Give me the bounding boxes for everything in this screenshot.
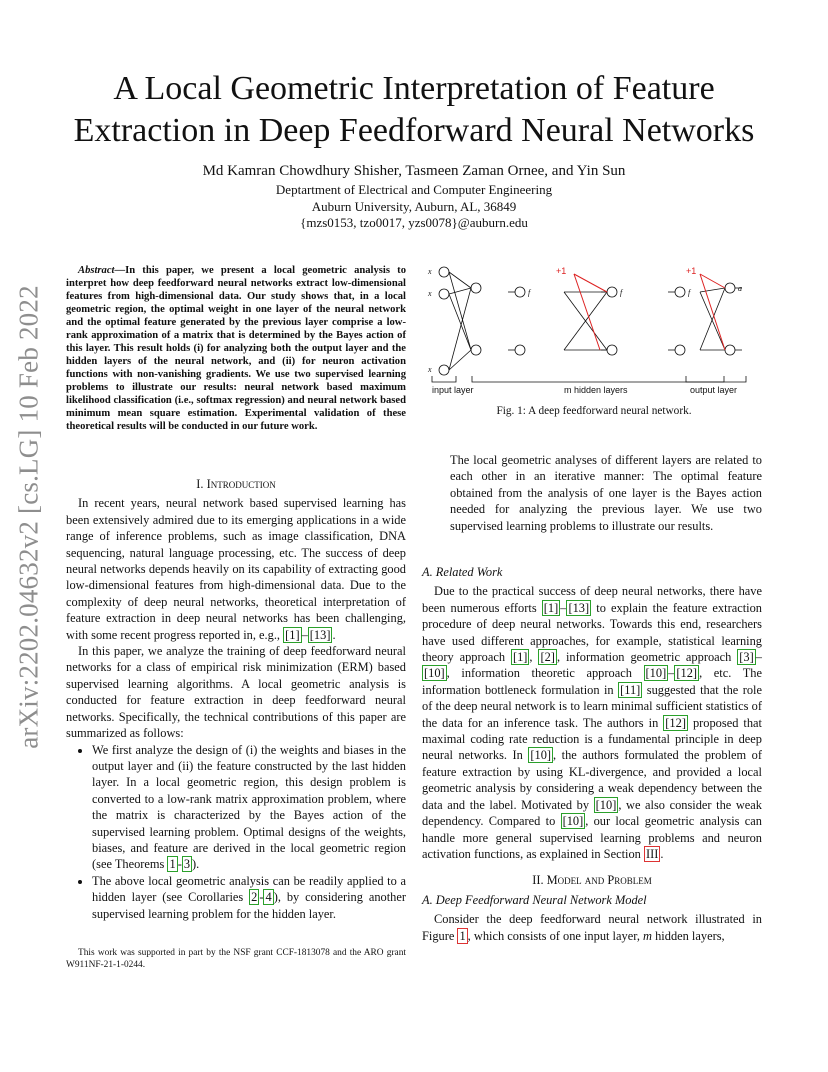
related-text: , we also consider the weak dependency. Compared to [422, 797, 762, 829]
hidden-node [675, 345, 685, 355]
citation-link[interactable]: [1] [543, 600, 559, 615]
input-x-label: x [428, 267, 432, 276]
list-item [92, 873, 406, 922]
abstract-label: Abstract [78, 265, 115, 276]
output-layer-label: output layer [690, 385, 738, 395]
title-line-1: A Local Geometric Interpretation of Feature [113, 70, 715, 107]
citation-link[interactable]: [13] [568, 600, 590, 615]
intro-continuation: The local geometric analyses of different layers are related to each other in an iterative manner: The optimal feature obtained from the analysis of one layer is the Bayes action needed for analyzing the previous layer. We use two supervised learning problems to illustrate our results. [450, 453, 762, 533]
input-x-label: x [428, 365, 432, 374]
right-column-top [422, 452, 762, 534]
theorem-link[interactable]: 1 [169, 857, 176, 872]
section-1-heading: I. Introduction [196, 477, 276, 491]
period: . [332, 627, 336, 642]
hidden-node [607, 287, 617, 297]
hidden-node [471, 283, 481, 293]
dash: – [755, 650, 762, 665]
model-text: , which consists of one input layer, [467, 928, 640, 943]
abstract [66, 264, 406, 433]
input-node [439, 267, 449, 277]
related-text: , information theoretic approach [446, 666, 632, 681]
affiliation-department: Deptartment of Electrical and Computer Engineering [275, 182, 553, 197]
feature-label: f [688, 288, 691, 297]
arxiv-stamp-text: arXiv:2202.04632v2 [cs.LG] 10 Feb 2022 [13, 285, 44, 749]
citation-link[interactable]: [12] [665, 715, 686, 730]
comma: , [529, 650, 533, 665]
hidden-layers-label: m hidden layers [564, 385, 628, 395]
hidden-node [515, 345, 525, 355]
affiliation-emails: {mzs0153, tzo0017, yzs0078}@auburn.edu [300, 215, 528, 230]
hidden-node [515, 287, 525, 297]
output-label: a [738, 284, 742, 293]
output-node [725, 345, 735, 355]
hidden-node [675, 287, 685, 297]
figure-caption: Fig. 1: A deep feedforward neural network. [496, 405, 692, 417]
related-text: suggested that the role of the deep neural network is to learn minimal sufficient statistics of the data for an inference task. The authors in [422, 682, 762, 730]
citation-link[interactable]: [3] [739, 650, 754, 665]
intro-paragraph-2: In this paper, we analyze the training of deep feedforward neural networks for a class of empirical risk minimization (ERM) based supervised learning algorithms. A local geometric analysis is conducted for feature extraction in deep feedforward neural networks. Specifically, the technical contributions of this paper are summarized as follows: [66, 644, 406, 741]
affiliation-university: Auburn University, Auburn, AL, 36849 [311, 198, 517, 214]
title-line-2: Extraction in Deep Feedforward Neural Networks [73, 112, 755, 149]
citation-link[interactable]: [2] [540, 650, 555, 665]
related-text: proposed that maximal coding rate reduction is a fundamental principle in deep neural networks. In [422, 715, 762, 763]
paper-title [60, 68, 768, 152]
dash: – [301, 627, 308, 642]
dash: – [668, 666, 675, 681]
related-text: , information geometric approach [556, 650, 732, 665]
feature-label: f [528, 288, 531, 297]
bias-plus-one: +1 [556, 266, 567, 276]
left-column [66, 476, 406, 922]
related-text: Due to the practical success of deep neural networks, there have been numerous efforts [422, 584, 762, 615]
related-text: , etc. The information bottleneck formulation in [422, 666, 763, 697]
citation-link[interactable]: [10] [645, 666, 667, 681]
subsection-network-model: A. Deep Feedforward Neural Network Model [422, 892, 647, 907]
contributions-list [66, 742, 406, 922]
affiliation-block [60, 182, 768, 232]
dash: - [259, 890, 264, 905]
citation-link[interactable]: [10] [562, 814, 584, 829]
citation-link[interactable]: [10] [424, 666, 445, 681]
citation-link[interactable]: [13] [309, 627, 331, 642]
funding-footnote: This work was supported in part by the NSF grant CCF-1813078 and the ARO grant W911NF-21-1-0244. [66, 948, 406, 970]
citation-link[interactable]: [10] [595, 797, 617, 812]
bullet-1-end: ). [192, 857, 200, 872]
citation-link[interactable]: [10] [530, 748, 552, 763]
theorem-link[interactable]: 3 [183, 857, 191, 872]
subsection-related-work: A. Related Work [422, 565, 503, 579]
related-text: , the authors formulated the problem of feature extraction by using KL-divergence, and provided a local geometric analysis by considering a weak dependency between the data and the label. Motivated by [422, 748, 762, 812]
model-text: Consider the deep feedforward neural network illustrated in Figure [422, 912, 762, 943]
hidden-node [471, 345, 481, 355]
input-layer-label: input layer [432, 385, 474, 395]
dash: – [560, 600, 567, 615]
related-work-paragraph [422, 583, 762, 862]
bullet-1-text: We first analyze the design of (i) the weights and biases in the output layer and (ii) the feature constructed by the last hidden layer. In a local geometric region, this design problem is converted to a low-rank matrix approximation problem, where the matrix is characterized by the Bayes action of the supervised learning problem. Optimal designs of the weights, biases, and feature are derived in the local geometric region (see Theorems [92, 742, 406, 872]
intro-paragraph-1-text: In recent years, neural network based supervised learning has been extensively admired due to its emerging applications in a wide range of inference problems, such as image classification, DNA sequencing, natural language processing, etc. The success of deep neural networks depends heavily on its capability of extracting good low-dimensional features from high-dimensional data. Due to the complexity of deep neural networks, theoretical interpretation of feature extraction in deep neural networks has been challenging, with some recent progress reported in, e.g., [66, 496, 406, 642]
period: . [660, 846, 664, 861]
bullet-2-end: ), by considering another supervised learning problem for the hidden layer. [92, 890, 406, 921]
input-node [439, 365, 449, 375]
citation-link[interactable]: [1] [512, 650, 528, 665]
list-item [92, 742, 406, 873]
section-2-heading: II. Model and Problem [532, 873, 652, 888]
figure-link[interactable]: 1 [459, 928, 466, 943]
math-m: m [643, 928, 652, 943]
citation-link[interactable]: [11] [620, 682, 641, 697]
dash: - [177, 857, 182, 872]
right-column [422, 564, 762, 944]
corollary-link[interactable]: 2 [251, 890, 258, 905]
hidden-node [607, 345, 617, 355]
citation-link[interactable]: [12] [676, 666, 698, 681]
section-link[interactable]: III [645, 846, 659, 861]
bullet-2-text: The above local geometric analysis can be readily applied to a hidden layer (see Corollaries [92, 873, 406, 905]
arxiv-stamp[interactable] [14, 262, 44, 772]
intro-paragraph-1 [66, 495, 406, 643]
abstract-text: —In this paper, we present a local geometric analysis to interpret how deep feedforward neural networks extract low-dimensional features from high-dimensional data. Our study shows that, in a local geometric region, the optimal weight in one layer of the neural network and the optimal feature generated by the previous layer comprise a low-rank approximation of a matrix that is determined by the Bayes action of this layer. This result holds (i) for analyzing both the output layer and the hidden layers of the neural network, and (ii) for neuron activation functions with non-vanishing gradients. We use two supervised learning problems to illustrate our results: neural network based maximum likelihood classification (i.e., softmax regression) and neural network based minimum mean square estimation. Experimental validation of these theoretical results will be conducted in our future work. [66, 265, 406, 432]
author-list: Md Kamran Chowdhury Shisher, Tasmeen Zaman Ornee, and Yin Sun [202, 163, 626, 179]
input-x-label: x [428, 289, 432, 298]
output-node [725, 283, 735, 293]
related-text: to explain the feature extraction procedure of deep neural networks. Towards this end, researchers have used different approaches, for example, statistical learning theory approach [422, 600, 762, 665]
citation-link[interactable]: [1] [285, 627, 300, 642]
feature-label: f [620, 288, 623, 297]
model-text: hidden layers, [655, 928, 725, 943]
input-node [439, 289, 449, 299]
bias-plus-one: +1 [686, 266, 697, 276]
model-paragraph [422, 911, 762, 944]
corollary-link[interactable]: 4 [265, 890, 272, 905]
neural-network-figure [424, 262, 764, 398]
related-text: , our local geometric analysis can handle more general supervised learning problems and neuron activation functions, as explained in Section [422, 814, 762, 861]
